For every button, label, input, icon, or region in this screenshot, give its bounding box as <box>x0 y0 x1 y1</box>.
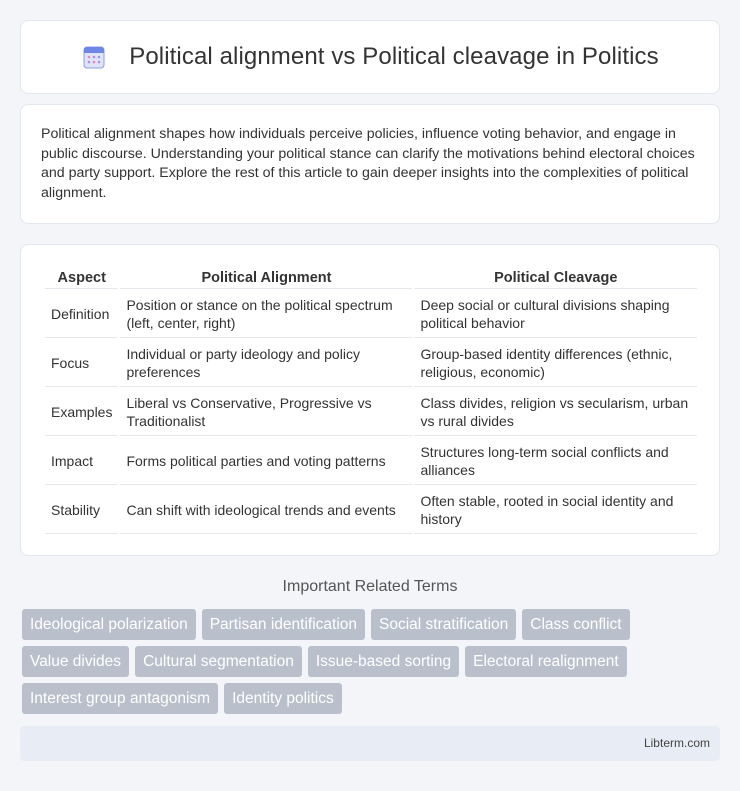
row-alignment-cell: Position or stance on the political spectrum (left, center, right) <box>120 291 412 338</box>
header-political-alignment: Political Alignment <box>120 267 412 289</box>
table-row <box>45 340 697 387</box>
tag-electoral-realignment[interactable]: Electoral realignment <box>465 646 627 677</box>
tag-partisan-identification[interactable]: Partisan identification <box>202 609 365 640</box>
row-alignment-cell: Individual or party ideology and policy preferences <box>120 340 412 387</box>
tag-social-stratification[interactable]: Social stratification <box>371 609 516 640</box>
row-cleavage-cell: Deep social or cultural divisions shaping political behavior <box>414 291 697 338</box>
table-header-row <box>45 267 697 289</box>
row-alignment-cell: Can shift with ideological trends and events <box>120 487 412 534</box>
header-political-cleavage: Political Cleavage <box>414 267 697 289</box>
related-terms-title: Important Related Terms <box>282 578 458 595</box>
table-row <box>45 389 697 436</box>
row-alignment-cell: Forms political parties and voting patterns <box>120 438 412 485</box>
tag-ideological-polarization[interactable]: Ideological polarization <box>22 609 196 640</box>
row-aspect: Examples <box>45 389 118 436</box>
header-aspect: Aspect <box>45 267 118 289</box>
table-row <box>45 438 697 485</box>
row-aspect: Stability <box>45 487 118 534</box>
title-card <box>20 20 720 94</box>
related-terms-tags <box>22 609 722 720</box>
row-cleavage-cell: Structures long-term social conflicts and alliances <box>414 438 697 485</box>
row-aspect: Definition <box>45 291 118 338</box>
intro-text: Political alignment shapes how individuals perceive policies, influence voting behavior, and engage in public discourse. Understanding your political stance can clarify the motivations behind electoral choices and party support. Explore the rest of this article to gain deeper insights into the complexities of political alignment. <box>41 126 695 201</box>
footer <box>20 726 720 761</box>
row-cleavage-cell: Class divides, religion vs secularism, urban vs rural divides <box>414 389 697 436</box>
row-cleavage-cell: Group-based identity differences (ethnic, religious, economic) <box>414 340 697 387</box>
tag-value-divides[interactable]: Value divides <box>22 646 129 677</box>
footer-site-link[interactable]: Libterm.com <box>643 736 710 750</box>
row-aspect: Focus <box>45 340 118 387</box>
tag-identity-politics[interactable]: Identity politics <box>224 683 342 714</box>
table-row <box>45 291 697 338</box>
document-icon <box>81 44 107 70</box>
intro-card <box>20 104 720 224</box>
comparison-table <box>43 265 699 536</box>
row-aspect: Impact <box>45 438 118 485</box>
page-title: Political alignment vs Political cleavage in Politics <box>129 43 659 70</box>
tag-cultural-segmentation[interactable]: Cultural segmentation <box>135 646 302 677</box>
tag-interest-group-antagonism[interactable]: Interest group antagonism <box>22 683 218 714</box>
tag-class-conflict[interactable]: Class conflict <box>522 609 629 640</box>
tag-issue-based-sorting[interactable]: Issue-based sorting <box>308 646 459 677</box>
row-cleavage-cell: Often stable, rooted in social identity and history <box>414 487 697 534</box>
comparison-table-card <box>20 244 720 556</box>
table-row <box>45 487 697 534</box>
row-alignment-cell: Liberal vs Conservative, Progressive vs Traditionalist <box>120 389 412 436</box>
